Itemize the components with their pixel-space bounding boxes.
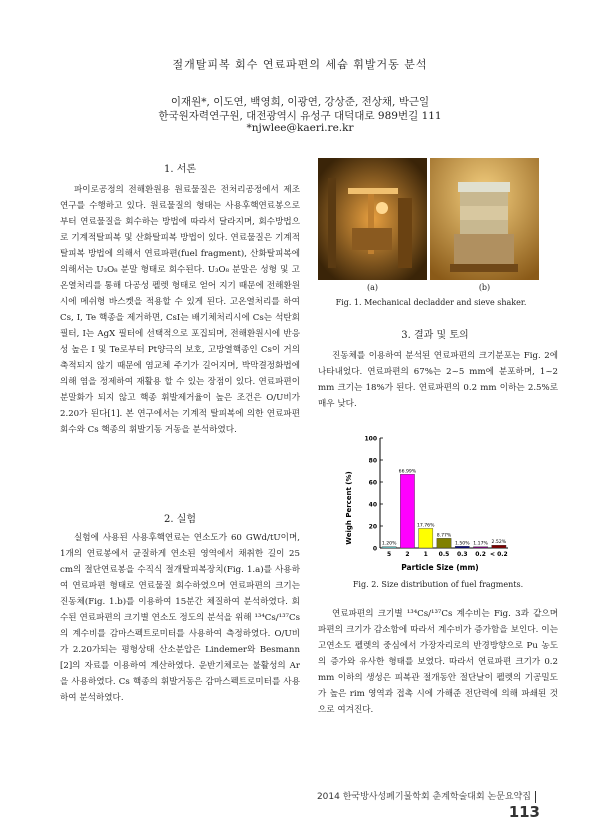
sieve-shaker-photo: [430, 158, 539, 280]
chart-bar: [419, 528, 433, 548]
decladder-photo: [318, 158, 427, 280]
fig1-label-a: (a): [366, 283, 378, 292]
chart-data-label: 1.17%: [473, 541, 488, 547]
chart-bar: [400, 474, 414, 548]
chart-x-tick-label: 5: [387, 551, 392, 558]
chart-data-label: 1.20%: [381, 541, 397, 547]
chart-y-tick-label: 40: [368, 501, 377, 509]
introduction-text: [60, 182, 300, 438]
chart-data-label: 1.50%: [454, 541, 470, 547]
section-experiment-heading: 2. 실험: [163, 514, 197, 525]
chart-x-tick-label: < 0.2: [489, 551, 508, 558]
email: *njwlee@kaeri.re.kr: [246, 122, 354, 134]
chart-y-axis-label: Weigh Percent (%): [345, 471, 353, 545]
fig1-label-b: (b): [478, 283, 491, 292]
chart-x-tick-label: 1: [423, 551, 428, 558]
authors: 이재원*, 이도연, 백영희, 이광연, 강상준, 전상채, 박근일: [170, 96, 430, 108]
chart-y-tick-label: 0: [372, 545, 377, 553]
chart-x-tick-label: 2: [405, 551, 410, 558]
footer-text: 2014 한국방사성폐기물학회 춘계학술대회 논문요약집: [316, 792, 531, 802]
chart-y-tick-label: 20: [368, 523, 377, 531]
paper-title: 절개탈피복 회수 연료파편의 세슘 휘발거동 분석: [172, 58, 428, 71]
affiliation: 한국원자력연구원, 대전광역시 유성구 대덕대로 989번길 111: [158, 110, 442, 122]
chart-bar: [492, 545, 506, 548]
chart-y-tick-label: 100: [364, 435, 377, 443]
chart-data-label: 66.99%: [398, 469, 417, 475]
fig1-caption: Fig. 1. Mechanical decladder and sieve shaker.: [335, 298, 527, 307]
chart-x-tick-label: 0.5: [438, 551, 450, 558]
chart-x-tick-label: 0.3: [456, 551, 468, 558]
fig2-chart-svg: [340, 430, 515, 575]
chart-bar: [473, 547, 487, 548]
fig2-caption: Fig. 2. Size distribution of fuel fragments.: [352, 580, 524, 589]
fig2-chart: [340, 430, 515, 575]
chart-bar: [437, 538, 451, 548]
footer-divider: [535, 791, 536, 803]
section-results-heading: 3. 결과 및 토의: [401, 330, 469, 341]
introduction-paragraph: 파이로공정의 전해환원용 원료물질은 전처리공정에서 제조 연구를 수행하고 있다. 원료물질의 형태는 사용후핵연료봉으로 부터 연료물질을 회수하는 방법에 따라서 달라지며, 회수방법으로 기계적탈피복 및 산화탈피복 방법이 있다. 연료물질은 기계적 탈피복 방법에 의해서 연료파편(fuel fragment), 산화탈피복에 의해서는 U₃O₈ 분말 형태로 회수된다. U₃O₈ 분말은 성형 및 고온열처리를 통해 다공성 펠렛 형태로 얻어 지기 때문에 전해환원시에 메쉬형 바스켓을 적용할 수 있게 된다. 고온열처리를 하여 Cs, I, Te 핵종을 제거하면, CsI는 배기체처리시에 Cs는 석탄회 필터, I는 AgX 필터에 선택적으로 포집되며, 전해환원시에 반응성 높은 I 및 Te로부터 Pt양극의 보호, 고방열핵종인 Cs이 거의 축적되지 않기 때문에 염교체 주기가 길어지며, 박막결정화법에 의해 염을 정제하여 재활용 할 수 있는 장점이 있다. 연료파편이 분말화가 되지 않고 핵종 휘발제거율이 높은 조건은 O/U비가 2.20가 된다[1]. 본 연구에서는 기계적 탈피복에 의한 연료파편 회수와 Cs 핵종의 휘발기동 거동을 분석하였다.: [60, 185, 300, 435]
page-number: 113: [508, 802, 540, 821]
section-introduction-heading: 1. 서론: [163, 164, 197, 175]
chart-x-axis-label: Particle Size (mm): [401, 563, 479, 572]
page-footer: [300, 789, 540, 821]
chart-data-label: 8.77%: [436, 533, 452, 539]
chart-data-label: 17.76%: [416, 523, 435, 529]
chart-bar: [455, 546, 469, 548]
experiment-text: [60, 530, 300, 706]
results-text-2: [318, 606, 558, 718]
results-paragraph-2: 연료파편의 크기별 ¹³⁴Cs/¹³⁷Cs 계수비는 Fig. 3과 같으며 파편의 크기가 감소함에 따라서 계수비가 증가함을 보인다. 이는 고연소도 펠렛의 중심에서 가장자리로의 반경방향으로 Pu 농도의 증가와 유사한 형태를 보였다. 따라서 연료파편 크기가 0.2 mm 이하의 생성은 피복관 절개동안 절단날이 펠렛의 기공밀도가 높은 rim 영역과 접촉 시에 가해준 전단력에 의해 파쇄된 것으로 여겨진다.: [318, 609, 558, 715]
chart-data-label: 2.52%: [491, 540, 507, 546]
experiment-paragraph: 실험에 사용된 사용후핵연료는 연소도가 60 GWd/tU이며, 1개의 연료봉에서 균질하게 연소된 영역에서 채취한 길이 25 cm의 절단연료봉을 수직식 절개탈피복장치(Fig. 1.a)를 사용하여 연료파편 형태로 연료물질 회수하였으며 연료파편의 크기는 진동체(Fig. 1.b)를 이용하여 15분간 체질하여 분석하였다. 회수된 연료파편의 크기별 연소도 정도의 분석을 위해 ¹³⁴Cs/¹³⁷Cs의 계수비를 감마스펙트로미터를 사용하여 측정하였다. O/U비가 2.20가되는 평형상태 산소분압은 Lindemer와 Besmann [2]의 자료를 이용하여 계산하였다. 운반기체로는 불활성의 Ar을 사용하였다. Cs 핵종의 휘발거동은 감마스펙트로미터를 사용하여 분석하였다.: [60, 533, 300, 703]
chart-y-tick-label: 80: [368, 457, 377, 465]
chart-x-tick-label: 0.2: [475, 551, 486, 558]
chart-y-tick-label: 60: [368, 479, 377, 487]
results-paragraph-1: 진동체를 이용하여 분석된 연료파편의 크기분포는 Fig. 2에 나타내었다. 연료파편의 67%는 2~5 mm에 분포하며, 1~2 mm 크기는 18%가 된다. 연료파편의 0.2 mm 이하는 2.5%로 매우 낮다.: [318, 351, 558, 409]
results-text-1: [318, 348, 558, 412]
chart-bar: [382, 547, 396, 548]
